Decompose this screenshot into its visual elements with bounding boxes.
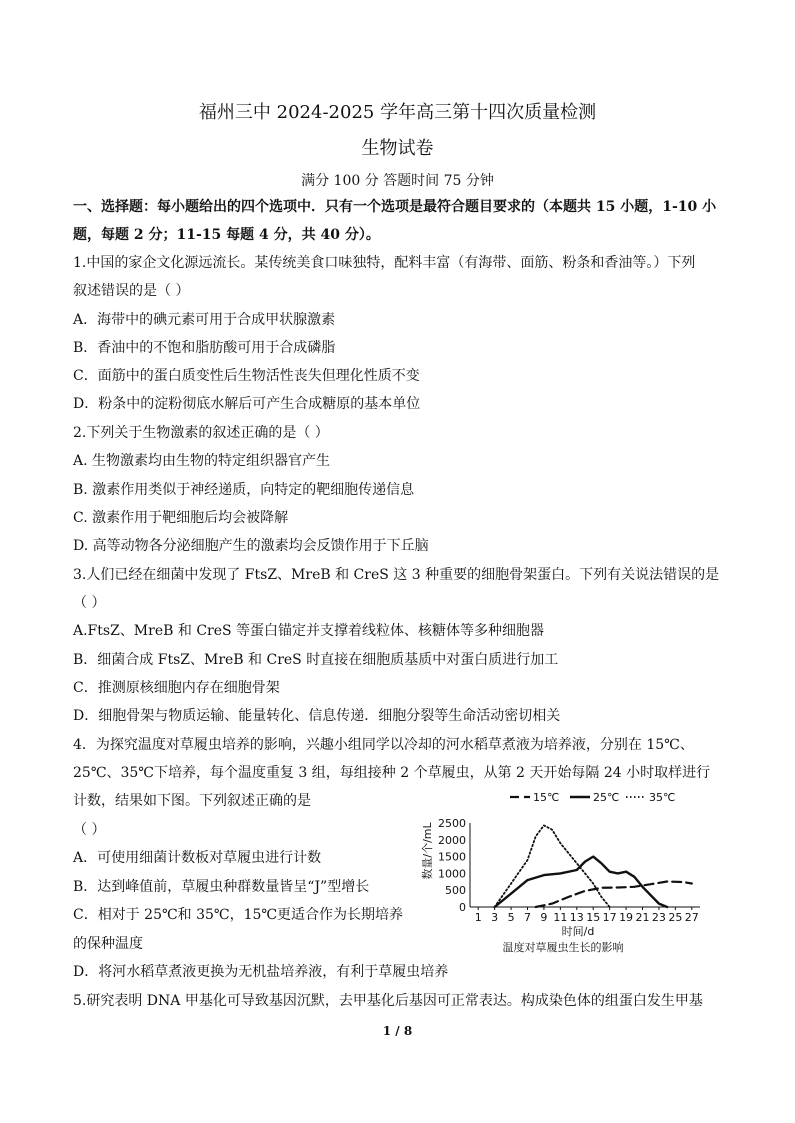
q4-stem-line-2: 25℃、35℃下培养，每个温度重复 3 组，每组接种 2 个草履虫，从第 2 天开始每隔 24 小时取样进行 bbox=[73, 765, 711, 781]
x-tick-label: 9 bbox=[540, 911, 548, 924]
x-tick-label: 11 bbox=[553, 911, 568, 924]
legend-label: 25℃ bbox=[593, 791, 620, 804]
x-tick-label: 21 bbox=[635, 911, 650, 924]
q4-stem-line-4: （ ） bbox=[73, 822, 106, 838]
q1-stem-line-2: 叙述错误的是（ ） bbox=[73, 283, 190, 299]
exam-meta: 满分 100 分 答题时间 75 分钟 bbox=[301, 173, 494, 189]
q2-stem: 2.下列关于生物激素的叙述正确的是（ ） bbox=[73, 425, 329, 441]
x-tick-label: 7 bbox=[524, 911, 531, 924]
q4-option-b: B．达到峰值前，草履虫种群数量皆呈“J”型增长 bbox=[73, 879, 370, 895]
chart-ylabel: 数量/个/mL bbox=[421, 822, 434, 880]
chart-title: 温度对草履虫生长的影响 bbox=[502, 941, 624, 954]
q4-stem-line-1: 4．为探究温度对草履虫培养的影响，兴趣小组同学以冷却的河水稻草煮液为培养液，分别在 15℃、 bbox=[73, 737, 694, 753]
q4-option-a: A．可使用细菌计数板对草履虫进行计数 bbox=[73, 850, 322, 866]
x-tick-label: 13 bbox=[569, 911, 584, 924]
legend-label: 35℃ bbox=[649, 791, 676, 804]
chart-xlabel: 时间/d bbox=[561, 925, 595, 938]
temperature-growth-chart bbox=[418, 785, 708, 957]
q2-option-a: A. 生物激素均由生物的特定组织器官产生 bbox=[73, 453, 331, 469]
exam-title: 福州三中 2024-2025 学年高三第十四次质量检测 bbox=[198, 102, 597, 123]
x-tick-label: 27 bbox=[684, 911, 699, 924]
series-line-solid bbox=[495, 857, 667, 907]
y-tick-label: 500 bbox=[445, 884, 466, 898]
section-heading-line-1: 一、选择题：每小题给出的四个选项中．只有一个选项是最符合题目要求的（本题共 15 小题，1-10 小 bbox=[73, 199, 717, 215]
series-line-dashed bbox=[536, 882, 692, 908]
q1-option-d: D．粉条中的淀粉彻底水解后可产生合成糖原的基本单位 bbox=[73, 396, 421, 412]
section-heading-line-2: 题，每题 2 分；11-15 每题 4 分，共 40 分）。 bbox=[73, 227, 380, 243]
q3-stem-line-1: 3.人们已经在细菌中发现了 FtsZ、MreB 和 CreS 这 3 种重要的细胞骨架蛋白。下列有关说法错误的是 bbox=[73, 567, 720, 583]
q3-option-b: B．细菌合成 FtsZ、MreB 和 CreS 时直接在细胞质基质中对蛋白质进行加工 bbox=[73, 652, 559, 668]
x-tick-label: 23 bbox=[651, 911, 666, 924]
q2-option-b: B. 激素作用类似于神经递质，向特定的靶细胞传递信息 bbox=[73, 482, 415, 498]
series-line-dotted bbox=[495, 825, 610, 907]
q2-option-c: C. 激素作用于靶细胞后均会被降解 bbox=[73, 510, 289, 526]
exam-subtitle: 生物试卷 bbox=[361, 138, 434, 159]
chart-svg bbox=[418, 785, 708, 957]
chart-legend bbox=[510, 791, 675, 804]
q1-option-a: A．海带中的碘元素可用于合成甲状腺激素 bbox=[73, 312, 336, 328]
q4-option-d: D．将河水稻草煮液更换为无机盐培养液，有利于草履虫培养 bbox=[73, 964, 449, 980]
x-tick-label: 15 bbox=[586, 911, 601, 924]
y-tick-label: 0 bbox=[459, 901, 466, 914]
y-tick-label: 2500 bbox=[438, 817, 466, 830]
x-tick-label: 5 bbox=[507, 911, 515, 924]
x-tick-label: 3 bbox=[491, 911, 499, 924]
legend-label: 15℃ bbox=[533, 791, 560, 804]
q3-option-a: A.FtsZ、MreB 和 CreS 等蛋白锚定并支撑着线粒体、核糖体等多种细胞器 bbox=[73, 623, 545, 639]
q1-stem-line-1: 1.中国的家企文化源远流长。某传统美食口味独特，配料丰富（有海带、面筋、粉条和香油等。）下列 bbox=[73, 255, 696, 271]
x-tick-label: 19 bbox=[619, 911, 634, 924]
q4-option-c-line-2: 的保种温度 bbox=[73, 936, 143, 952]
q3-option-d: D．细胞骨架与物质运输、能量转化、信息传递．细胞分裂等生命活动密切相关 bbox=[73, 708, 561, 724]
x-tick-label: 17 bbox=[602, 911, 617, 924]
q4-option-c-line-1: C．相对于 25℃和 35℃，15℃更适合作为长期培养 bbox=[73, 907, 404, 923]
q5-stem-line-1: 5.研究表明 DNA 甲基化可导致基因沉默，去甲基化后基因可正常表达。构成染色体的组蛋白发生甲基 bbox=[73, 993, 703, 1009]
page-number: 1 / 8 bbox=[382, 1024, 413, 1038]
q2-option-d: D. 高等动物各分泌细胞产生的激素均会反馈作用于下丘脑 bbox=[73, 538, 429, 554]
x-tick-label: 25 bbox=[668, 911, 683, 924]
y-tick-label: 1500 bbox=[438, 850, 466, 864]
q3-stem-line-2: （ ） bbox=[73, 595, 106, 611]
q4-stem-line-3: 计数，结果如下图。下列叙述正确的是 bbox=[73, 793, 311, 809]
x-tick-label: 1 bbox=[474, 911, 482, 924]
chart-series bbox=[495, 825, 692, 907]
q1-option-b: B．香油中的不饱和脂肪酸可用于合成磷脂 bbox=[73, 340, 336, 356]
q1-option-c: C．面筋中的蛋白质变性后生物活性丧失但理化性质不变 bbox=[73, 368, 420, 384]
q3-option-c: C．推测原核细胞内存在细胞骨架 bbox=[73, 680, 280, 696]
y-tick-label: 1000 bbox=[438, 867, 466, 881]
y-tick-label: 2000 bbox=[438, 833, 466, 847]
